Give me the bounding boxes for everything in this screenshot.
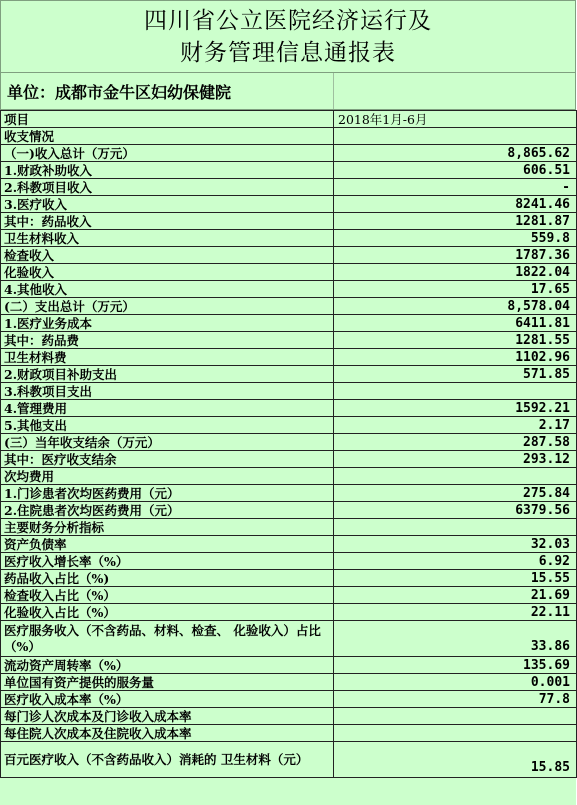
row-label[interactable]: 百元医疗收入（不含药品收入）消耗的 卫生材料（元） — [1, 742, 334, 778]
table-row — [1, 400, 577, 417]
row-value[interactable]: 6.92 — [334, 553, 577, 570]
row-value[interactable]: 15.85 — [334, 742, 577, 778]
row-value[interactable]: 606.51 — [334, 162, 577, 179]
row-value[interactable]: 293.12 — [334, 451, 577, 468]
row-value[interactable]: 21.69 — [334, 587, 577, 604]
report-title — [0, 0, 576, 72]
table-row — [1, 247, 577, 264]
row-label[interactable]: 2.住院患者次均医药费用（元） — [1, 502, 334, 519]
table-row — [1, 383, 577, 400]
header-period[interactable]: 2018年1月-6月 — [334, 111, 577, 128]
row-value[interactable]: 1787.36 — [334, 247, 577, 264]
row-label[interactable]: 其中：药品收入 — [1, 213, 334, 230]
report-table — [0, 110, 577, 778]
row-value[interactable]: 1102.96 — [334, 349, 577, 366]
row-label[interactable]: 其中：药品费 — [1, 332, 334, 349]
row-label[interactable]: 化验收入 — [1, 264, 334, 281]
table-row — [1, 485, 577, 502]
row-value[interactable]: 1592.21 — [334, 400, 577, 417]
row-label[interactable]: 2.财政项目补助支出 — [1, 366, 334, 383]
table-row — [1, 264, 577, 281]
row-value[interactable]: 33.86 — [334, 621, 577, 657]
table-row — [1, 366, 577, 383]
table-row — [1, 708, 577, 725]
table-row — [1, 281, 577, 298]
row-value[interactable]: 15.55 — [334, 570, 577, 587]
row-value[interactable]: 6411.81 — [334, 315, 577, 332]
row-label[interactable]: 2.科教项目收入 — [1, 179, 334, 196]
row-value[interactable]: 275.84 — [334, 485, 577, 502]
row-value[interactable]: 571.85 — [334, 366, 577, 383]
row-value[interactable] — [334, 708, 577, 725]
row-value[interactable]: 8,578.04 — [334, 298, 577, 315]
row-value[interactable]: 1281.87 — [334, 213, 577, 230]
row-value[interactable]: 77.8 — [334, 691, 577, 708]
row-label[interactable]: 3.医疗收入 — [1, 196, 334, 213]
table-row — [1, 162, 577, 179]
column-divider — [333, 73, 334, 109]
table-row — [1, 332, 577, 349]
row-label[interactable]: 每门诊人次成本及门诊收入成本率 — [1, 708, 334, 725]
table-row — [1, 604, 577, 621]
row-value[interactable] — [334, 468, 577, 485]
table-row — [1, 468, 577, 485]
row-label[interactable]: 医疗收入增长率（%） — [1, 553, 334, 570]
row-value[interactable]: 1281.55 — [334, 332, 577, 349]
row-value[interactable]: 8241.46 — [334, 196, 577, 213]
row-label[interactable]: (三）当年收支结余（万元） — [1, 434, 334, 451]
table-row — [1, 587, 577, 604]
row-value[interactable]: 287.58 — [334, 434, 577, 451]
table-row — [1, 298, 577, 315]
row-label[interactable]: 收支情况 — [1, 128, 334, 145]
table-row — [1, 315, 577, 332]
title-line-1: 四川省公立医院经济运行及 — [144, 7, 432, 34]
table-row — [1, 145, 577, 162]
table-row — [1, 621, 577, 657]
row-label[interactable]: 卫生材料费 — [1, 349, 334, 366]
table-row — [1, 451, 577, 468]
row-value[interactable]: 2.17 — [334, 417, 577, 434]
row-label[interactable]: 1.医疗业务成本 — [1, 315, 334, 332]
row-label[interactable]: 1.财政补助收入 — [1, 162, 334, 179]
table-row — [1, 553, 577, 570]
table-row — [1, 725, 577, 742]
table-row — [1, 657, 577, 674]
row-label[interactable]: 1.门诊患者次均医药费用（元） — [1, 485, 334, 502]
table-row — [1, 434, 577, 451]
row-value[interactable]: 32.03 — [334, 536, 577, 553]
unit-row — [0, 72, 576, 110]
row-label[interactable]: 每住院人次成本及住院收入成本率 — [1, 725, 334, 742]
table-row — [1, 179, 577, 196]
row-label[interactable]: 资产负债率 — [1, 536, 334, 553]
row-label[interactable]: 药品收入占比（%) — [1, 570, 334, 587]
row-label[interactable]: (二）支出总计（万元） — [1, 298, 334, 315]
unit-label: 单位：成都市金牛区妇幼保健院 — [7, 82, 232, 102]
table-row — [1, 230, 577, 247]
row-value[interactable] — [334, 519, 577, 536]
row-label[interactable]: 4.管理费用 — [1, 400, 334, 417]
row-label[interactable]: （一)收入总计（万元） — [1, 145, 334, 162]
table-row — [1, 349, 577, 366]
row-value[interactable] — [334, 383, 577, 400]
table-row — [1, 128, 577, 145]
row-value[interactable]: 6379.56 — [334, 502, 577, 519]
row-value[interactable] — [334, 128, 577, 145]
row-value[interactable]: 8,865.62 — [334, 145, 577, 162]
row-label[interactable]: 次均费用 — [1, 468, 334, 485]
row-label[interactable]: 单位国有资产提供的服务量 — [1, 674, 334, 691]
title-line-2: 财务管理信息通报表 — [180, 39, 396, 66]
row-label[interactable]: 主要财务分析指标 — [1, 519, 334, 536]
table-row — [1, 570, 577, 587]
row-value[interactable]: - — [334, 179, 577, 196]
row-value[interactable]: 0.001 — [334, 674, 577, 691]
table-row — [1, 674, 577, 691]
table-row — [1, 502, 577, 519]
row-value[interactable]: 559.8 — [334, 230, 577, 247]
row-label[interactable]: 4.其他收入 — [1, 281, 334, 298]
row-label[interactable]: 医疗服务收入（不含药品、材料、检查、 化验收入）占比（%） — [1, 621, 334, 657]
table-row — [1, 196, 577, 213]
row-label[interactable]: 医疗收入成本率（%） — [1, 691, 334, 708]
row-value[interactable]: 17.65 — [334, 281, 577, 298]
row-value[interactable]: 1822.04 — [334, 264, 577, 281]
table-header-row — [1, 111, 577, 128]
row-label[interactable]: 其中：医疗收支结余 — [1, 451, 334, 468]
table-row — [1, 742, 577, 778]
table-row — [1, 691, 577, 708]
row-label[interactable]: 卫生材料收入 — [1, 230, 334, 247]
row-label[interactable]: 化验收入占比（%） — [1, 604, 334, 621]
table-row — [1, 519, 577, 536]
row-label[interactable]: 检查收入 — [1, 247, 334, 264]
row-label[interactable]: 流动资产周转率（%） — [1, 657, 334, 674]
row-value[interactable]: 135.69 — [334, 657, 577, 674]
table-row — [1, 536, 577, 553]
row-label[interactable]: 5.其他支出 — [1, 417, 334, 434]
header-item[interactable]: 项目 — [1, 111, 334, 128]
table-row — [1, 213, 577, 230]
table-row — [1, 417, 577, 434]
row-value[interactable]: 22.11 — [334, 604, 577, 621]
row-label[interactable]: 检查收入占比（%） — [1, 587, 334, 604]
row-value[interactable] — [334, 725, 577, 742]
row-label[interactable]: 3.科教项目支出 — [1, 383, 334, 400]
